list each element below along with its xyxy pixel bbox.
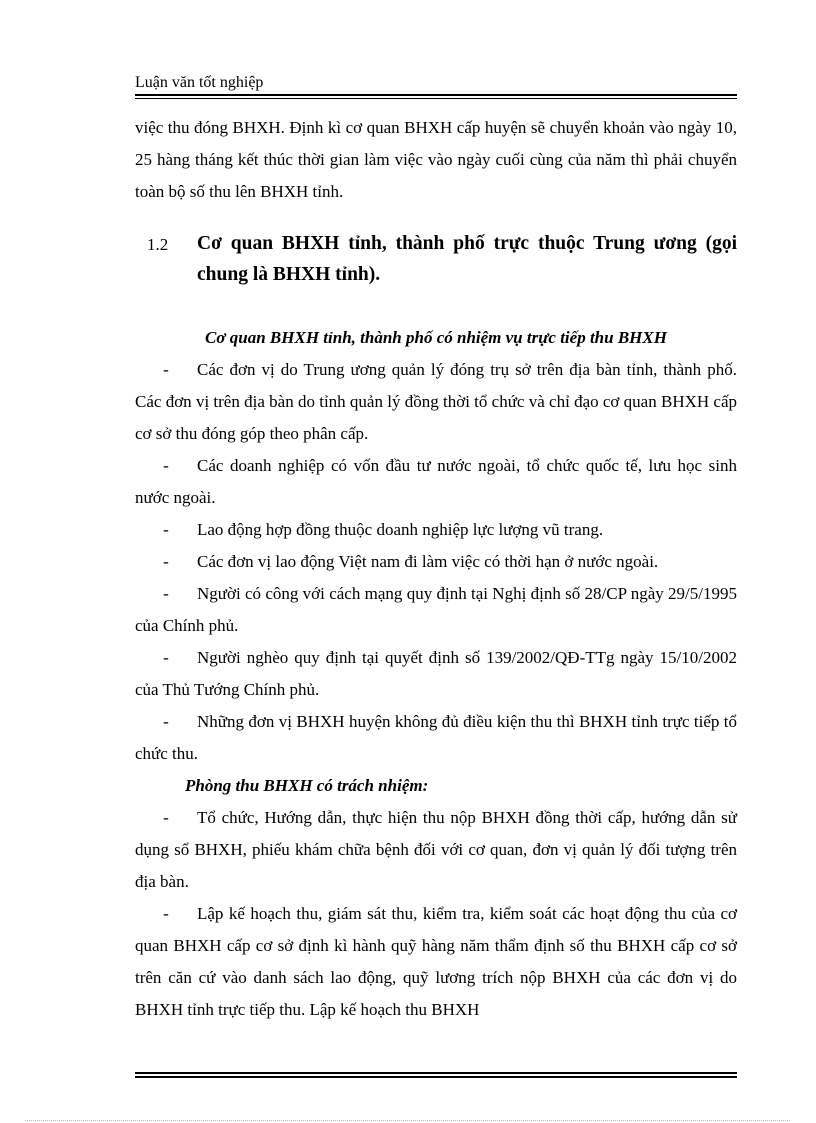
list-item bbox=[135, 354, 737, 450]
header-rule bbox=[135, 94, 737, 99]
running-header-title: Luận văn tốt nghiệp bbox=[135, 74, 264, 91]
bullet-dash: - bbox=[163, 904, 169, 923]
section-number: 1.2 bbox=[147, 235, 169, 254]
bullet-dash: - bbox=[163, 808, 169, 827]
intro-paragraph: việc thu đóng BHXH. Định kì cơ quan BHXH cấp huyện sẽ chuyển khoản vào ngày 10, 25 hàng tháng kết thúc thời gian làm việc vào ngày cuối cùng của năm thì phải chuyển toàn bộ số thu lên BHXH tỉnh. bbox=[135, 118, 737, 201]
list-item bbox=[135, 642, 737, 706]
page-body bbox=[135, 112, 737, 1026]
list-item-text: Lao động hợp đồng thuộc doanh nghiệp lực lượng vũ trang. bbox=[197, 520, 604, 539]
list-item bbox=[135, 578, 737, 642]
bullet-dash: - bbox=[163, 712, 169, 731]
list-item-text: Lập kế hoạch thu, giám sát thu, kiểm tra, kiểm soát các hoạt động thu của cơ quan BHXH cấp cơ sở định kì hành quỹ hàng năm thẩm định số thu BHXH cấp cơ sở trên căn cứ vào danh sách lao động, quỹ lương trích nộp BHXH của các đơn vị do BHXH tỉnh trực tiếp thu. Lập kế hoạch thu BHXH bbox=[135, 904, 737, 1019]
list-item-text: Các đơn vị do Trung ương quản lý đóng trụ sở trên địa bàn tỉnh, thành phố. Các đơn vị trên địa bàn do tỉnh quản lý đồng thời tổ chức và chỉ đạo cơ quan BHXH cấp cơ sở thu đóng góp theo phân cấp. bbox=[135, 360, 737, 443]
page-edge-dotted-line bbox=[25, 1120, 790, 1121]
list-item bbox=[135, 450, 737, 514]
list-item-text: Các doanh nghiệp có vốn đầu tư nước ngoài, tổ chức quốc tế, lưu học sinh nước ngoài. bbox=[135, 456, 737, 507]
footer-rule bbox=[135, 1072, 737, 1078]
bullet-dash: - bbox=[163, 552, 169, 571]
bullet-dash: - bbox=[163, 584, 169, 603]
bullet-dash: - bbox=[163, 456, 169, 475]
list-item bbox=[135, 898, 737, 1026]
list-item-text: Người nghèo quy định tại quyết định số 139/2002/QĐ-TTg ngày 15/10/2002 của Thủ Tướng Chính phủ. bbox=[135, 648, 737, 699]
task-list bbox=[135, 354, 737, 770]
bullet-dash: - bbox=[163, 648, 169, 667]
list-item bbox=[135, 802, 737, 898]
list-item-text: Người có công với cách mạng quy định tại Nghị định số 28/CP ngày 29/5/1995 của Chính phủ. bbox=[135, 584, 737, 635]
list-item-text: Tổ chức, Hướng dẫn, thực hiện thu nộp BHXH đồng thời cấp, hướng dẫn sử dụng sổ BHXH, phiếu khám chữa bệnh đối với cơ quan, đơn vị quản lý đối tượng trên địa bàn. bbox=[135, 808, 737, 891]
section-title: Cơ quan BHXH tỉnh, thành phố trực thuộc Trung ương (gọi chung là BHXH tỉnh). bbox=[197, 233, 737, 285]
list-item-text: Các đơn vị lao động Việt nam đi làm việc có thời hạn ở nước ngoài. bbox=[197, 552, 659, 571]
subheading-responsibilities: Phòng thu BHXH có trách nhiệm: bbox=[185, 776, 429, 795]
bullet-dash: - bbox=[163, 520, 169, 539]
list-item bbox=[135, 514, 737, 546]
list-item bbox=[135, 546, 737, 578]
section-heading bbox=[135, 228, 737, 290]
list-item-text: Những đơn vị BHXH huyện không đủ điều kiện thu thì BHXH tỉnh trực tiếp tổ chức thu. bbox=[135, 712, 737, 763]
list-item bbox=[135, 706, 737, 770]
subheading-tasks: Cơ quan BHXH tỉnh, thành phố có nhiệm vụ trực tiếp thu BHXH bbox=[205, 328, 667, 347]
bullet-dash: - bbox=[163, 360, 169, 379]
responsibility-list bbox=[135, 802, 737, 1026]
